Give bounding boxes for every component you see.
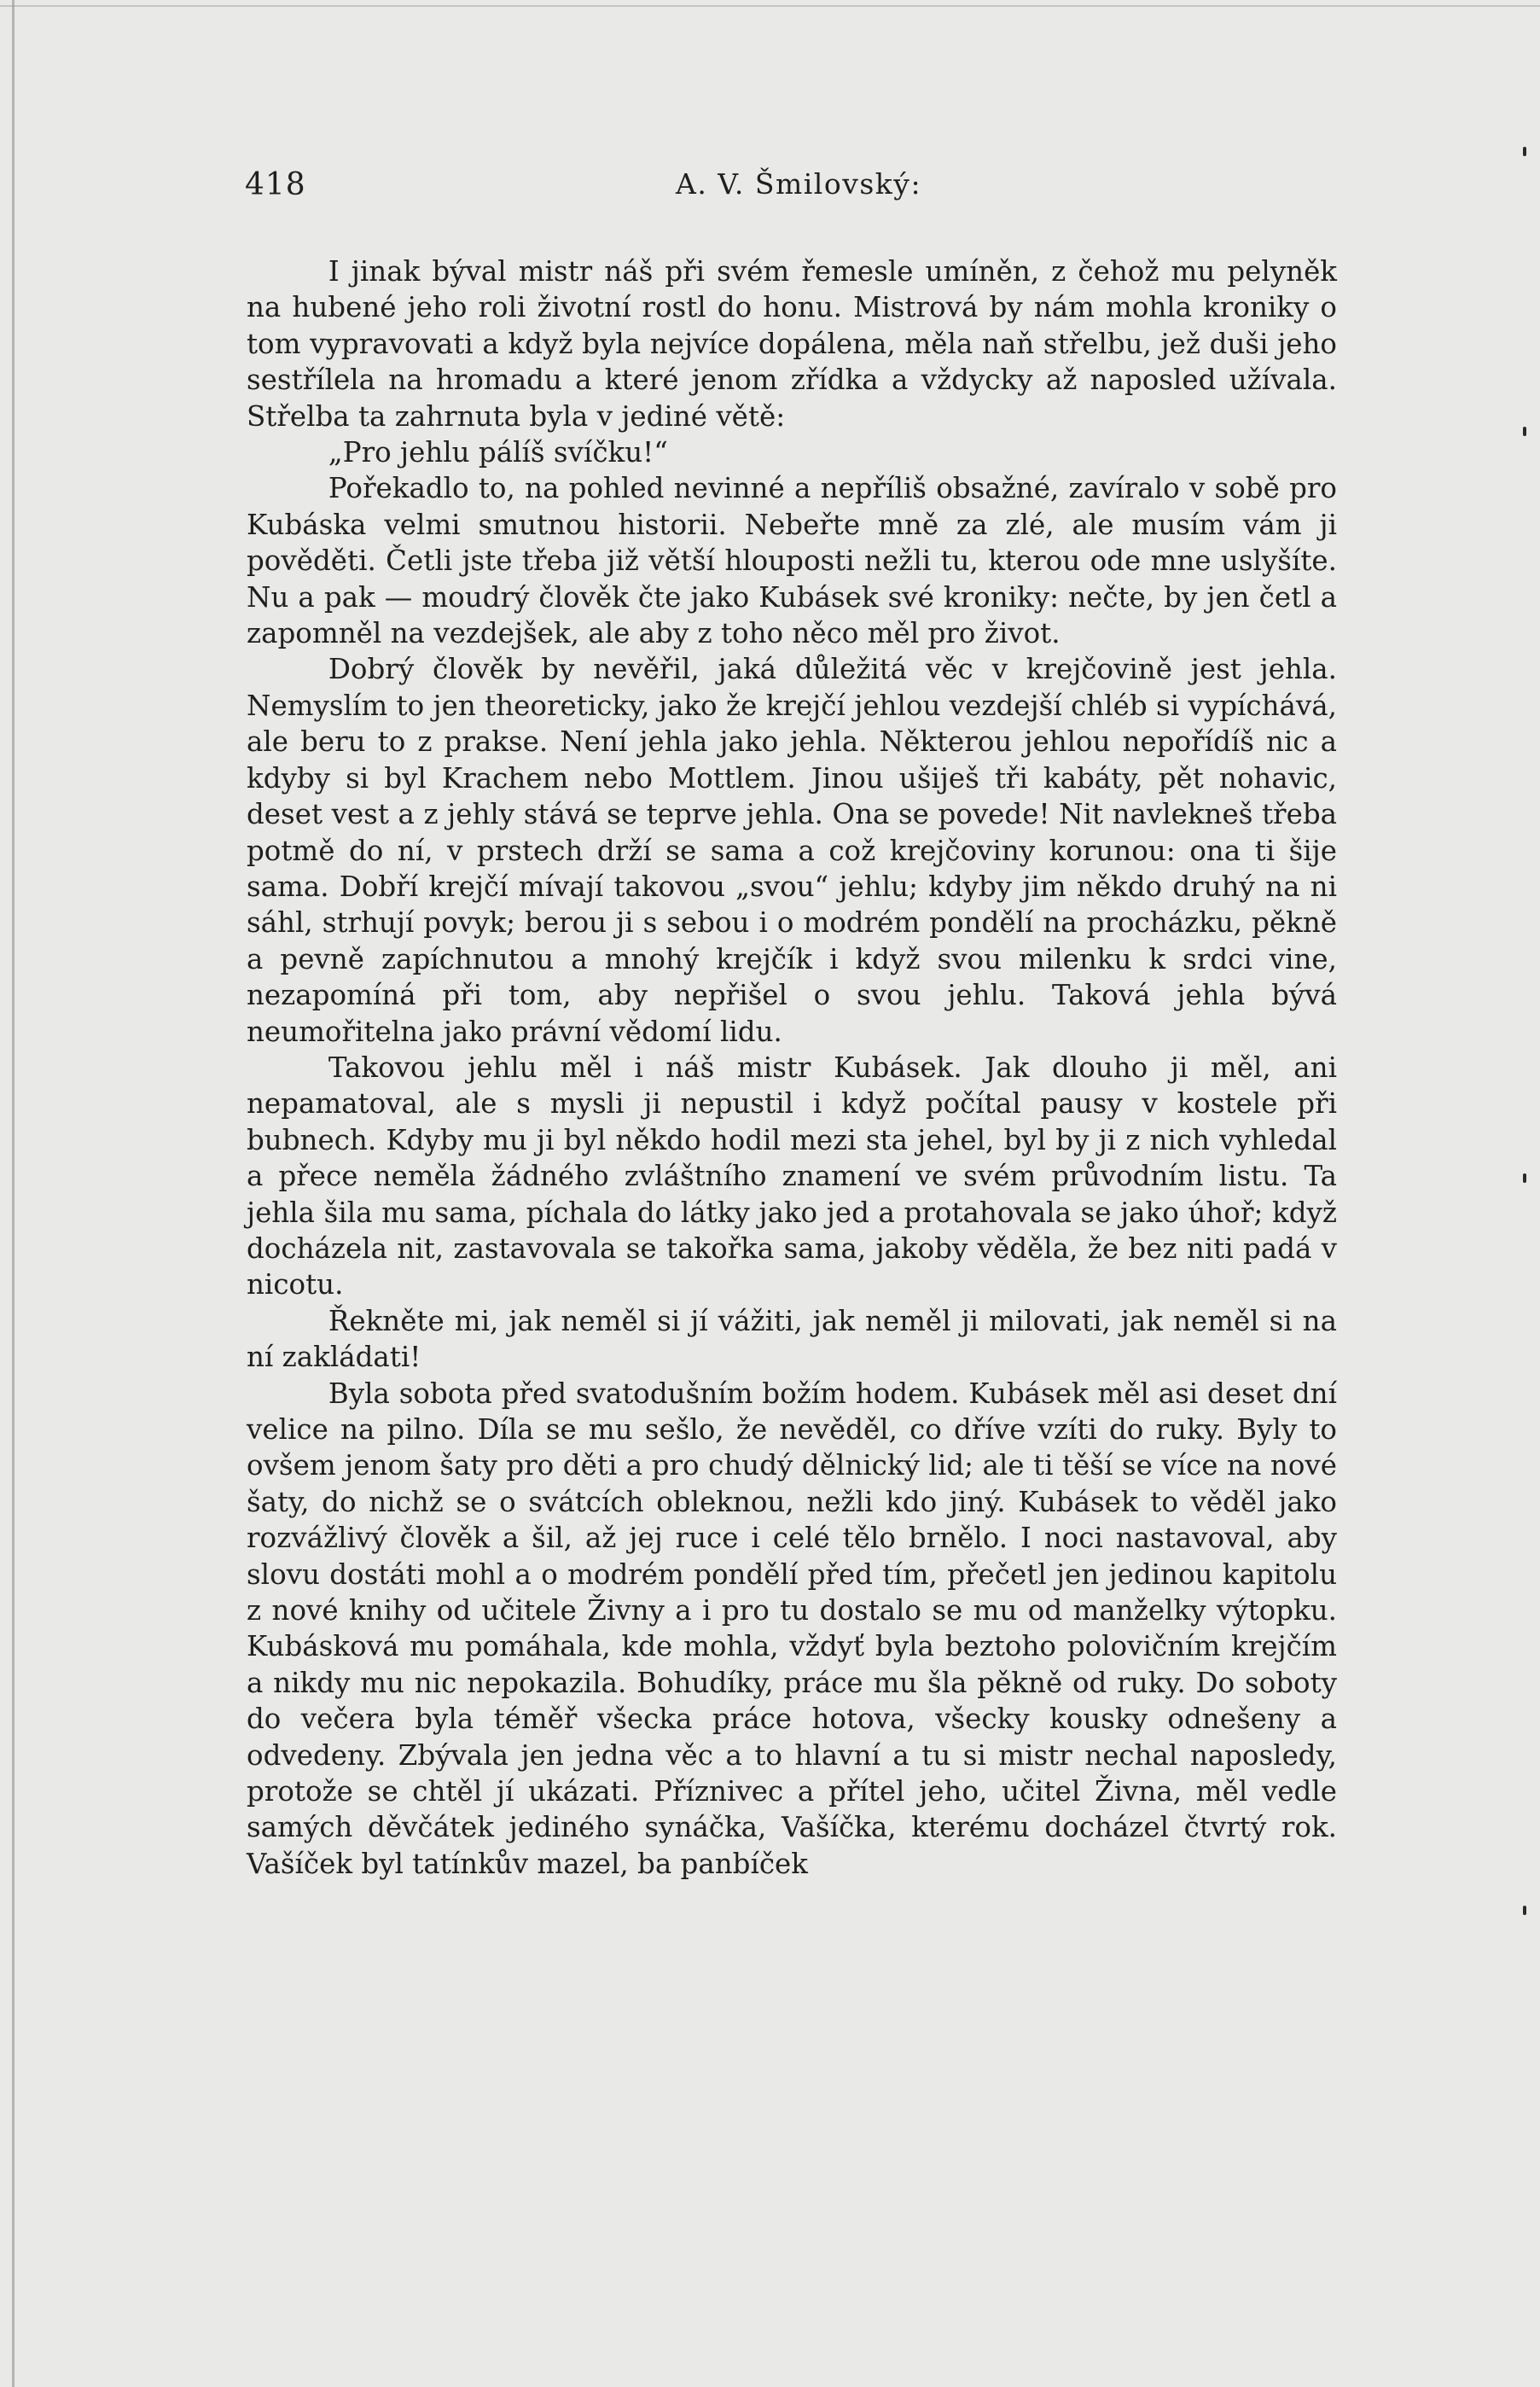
running-head: [245, 167, 1337, 210]
margin-speck: [1523, 1906, 1526, 1915]
margin-speck: [1523, 1173, 1526, 1183]
body-text: [247, 253, 1337, 1882]
paragraph: Byla sobota před svatodušním božím hodem. Kubásek měl asi deset dní velice na pilno. Díla se mu sešlo, že nevěděl, co dříve vzíti do ruky. Byly to ovšem jenom šaty pro děti a pro chudý dělnický lid; ale ti těší se více na nové šaty, do nichž se o svátcích obleknou, nežli kdo jiný. Kubásek to věděl jako rozvážlivý člověk a šil, až jej ruce i celé tělo brnělo. I noci nastavoval, aby slovu dostáti mohl a o modrém pondělí před tím, přečetl jen jedinou kapitolu z nové knihy od učitele Živny a i pro tu dostalo se mu od manželky výtopku. Kubásková mu pomáhala, kde mohla, vždyť byla beztoho polovičním krejčím a nikdy mu nic nepokazila. Bohudíky, práce mu šla pěkně od ruky. Do soboty do večera byla téměř všecka práce hotova, všecky kousky odnešeny a odvedeny. Zbývala jen jedna věc a to hlavní a tu si mistr nechal naposledy, protože se chtěl jí ukázati. Příznivec a přítel jeho, učitel Živna, měl vedle samých děvčátek jediného synáčka, Vašíčka, kterému docházel čtvrtý rok. Vašíček byl tatínkův mazel, ba panbíček: [247, 1377, 1337, 1880]
margin-speck: [1523, 427, 1526, 436]
scan-edge: [12, 0, 15, 2387]
paragraph: Řekněte mi, jak neměl si jí vážiti, jak neměl ji milovati, jak neměl si na ní zakládati!: [247, 1304, 1337, 1374]
scan-edge-top: [0, 5, 1540, 7]
paragraph: Takovou jehlu měl i náš mistr Kubásek. Jak dlouho ji měl, ani nepamatoval, ale s mysli ji nepustil i když počítal pausy v kostele při bubnech. Kdyby mu ji byl někdo hodil mezi sta jehel, byl by ji z nich vyhledal a přece neměla žádného zvláštního znamení ve svém průvodním listu. Ta jehla šila mu sama, píchala do látky jako jed a protahovala se jako úhoř; když docházela nit, zastavovala se takořka sama, jakoby věděla, že bez niti padá v nicotu.: [247, 1051, 1337, 1301]
page-number: 418: [245, 167, 306, 202]
paragraph: Dobrý člověk by nevěřil, jaká důležitá věc v krejčovině jest jehla. Nemyslím to jen theoreticky, jako že krejčí jehlou vezdejší chléb si vypíchává, ale beru to z prakse. Není jehla jako jehla. Některou jehlou nepořídíš nic a kdyby si byl Krachem nebo Mottlem. Jinou ušiješ tři kabáty, pět nohavic, deset vest a z jehly stává se teprve jehla. Ona se povede! Nit navlekneš třeba potmě do ní, v prstech drží se sama a což krejčoviny korunou: ona ti šije sama. Dobří krejčí mívají takovou „svou“ jehlu; kdyby jim někdo druhý na ni sáhl, strhují povyk; berou ji s sebou i o modrém pondělí na procházku, pěkně a pevně zapíchnutou a mnohý krejčík i když svou milenku k srdci vine, nezapomíná při tom, aby nepřišel o svou jehlu. Taková jehla bývá neumořitelna jako právní vědomí lidu.: [247, 653, 1337, 1048]
quoted-saying: „Pro jehlu pálíš svíčku!“: [328, 436, 668, 469]
paragraph: Pořekadlo to, na pohled nevinné a nepříliš obsažné, zavíralo v sobě pro Kubáska velmi smutnou historii. Nebeřte mně za zlé, ale musím vám ji pověděti. Četli jste třeba již větší hlouposti nežli tu, kterou ode mne uslyšíte. Nu a pak — moudrý člověk čte jako Kubásek své kroniky: nečte, by jen četl a zapomněl na vezdejšek, ale aby z toho něco měl pro život.: [247, 472, 1337, 650]
running-title: A. V. Šmilovský:: [676, 167, 922, 201]
paragraph: I jinak býval mistr náš při svém řemesle umíněn, z čehož mu pelyněk na hubené jeho roli životní rostl do honu. Mistrová by nám mohla kroniky o tom vypravovati a když byla nejvíce dopálena, měla naň střelbu, jež duši jeho sestřílela na hromadu a které jenom zřídka a vždycky až naposled užívala. Střelba ta zahrnuta byla v jediné větě:: [247, 255, 1337, 433]
margin-speck: [1523, 147, 1526, 156]
